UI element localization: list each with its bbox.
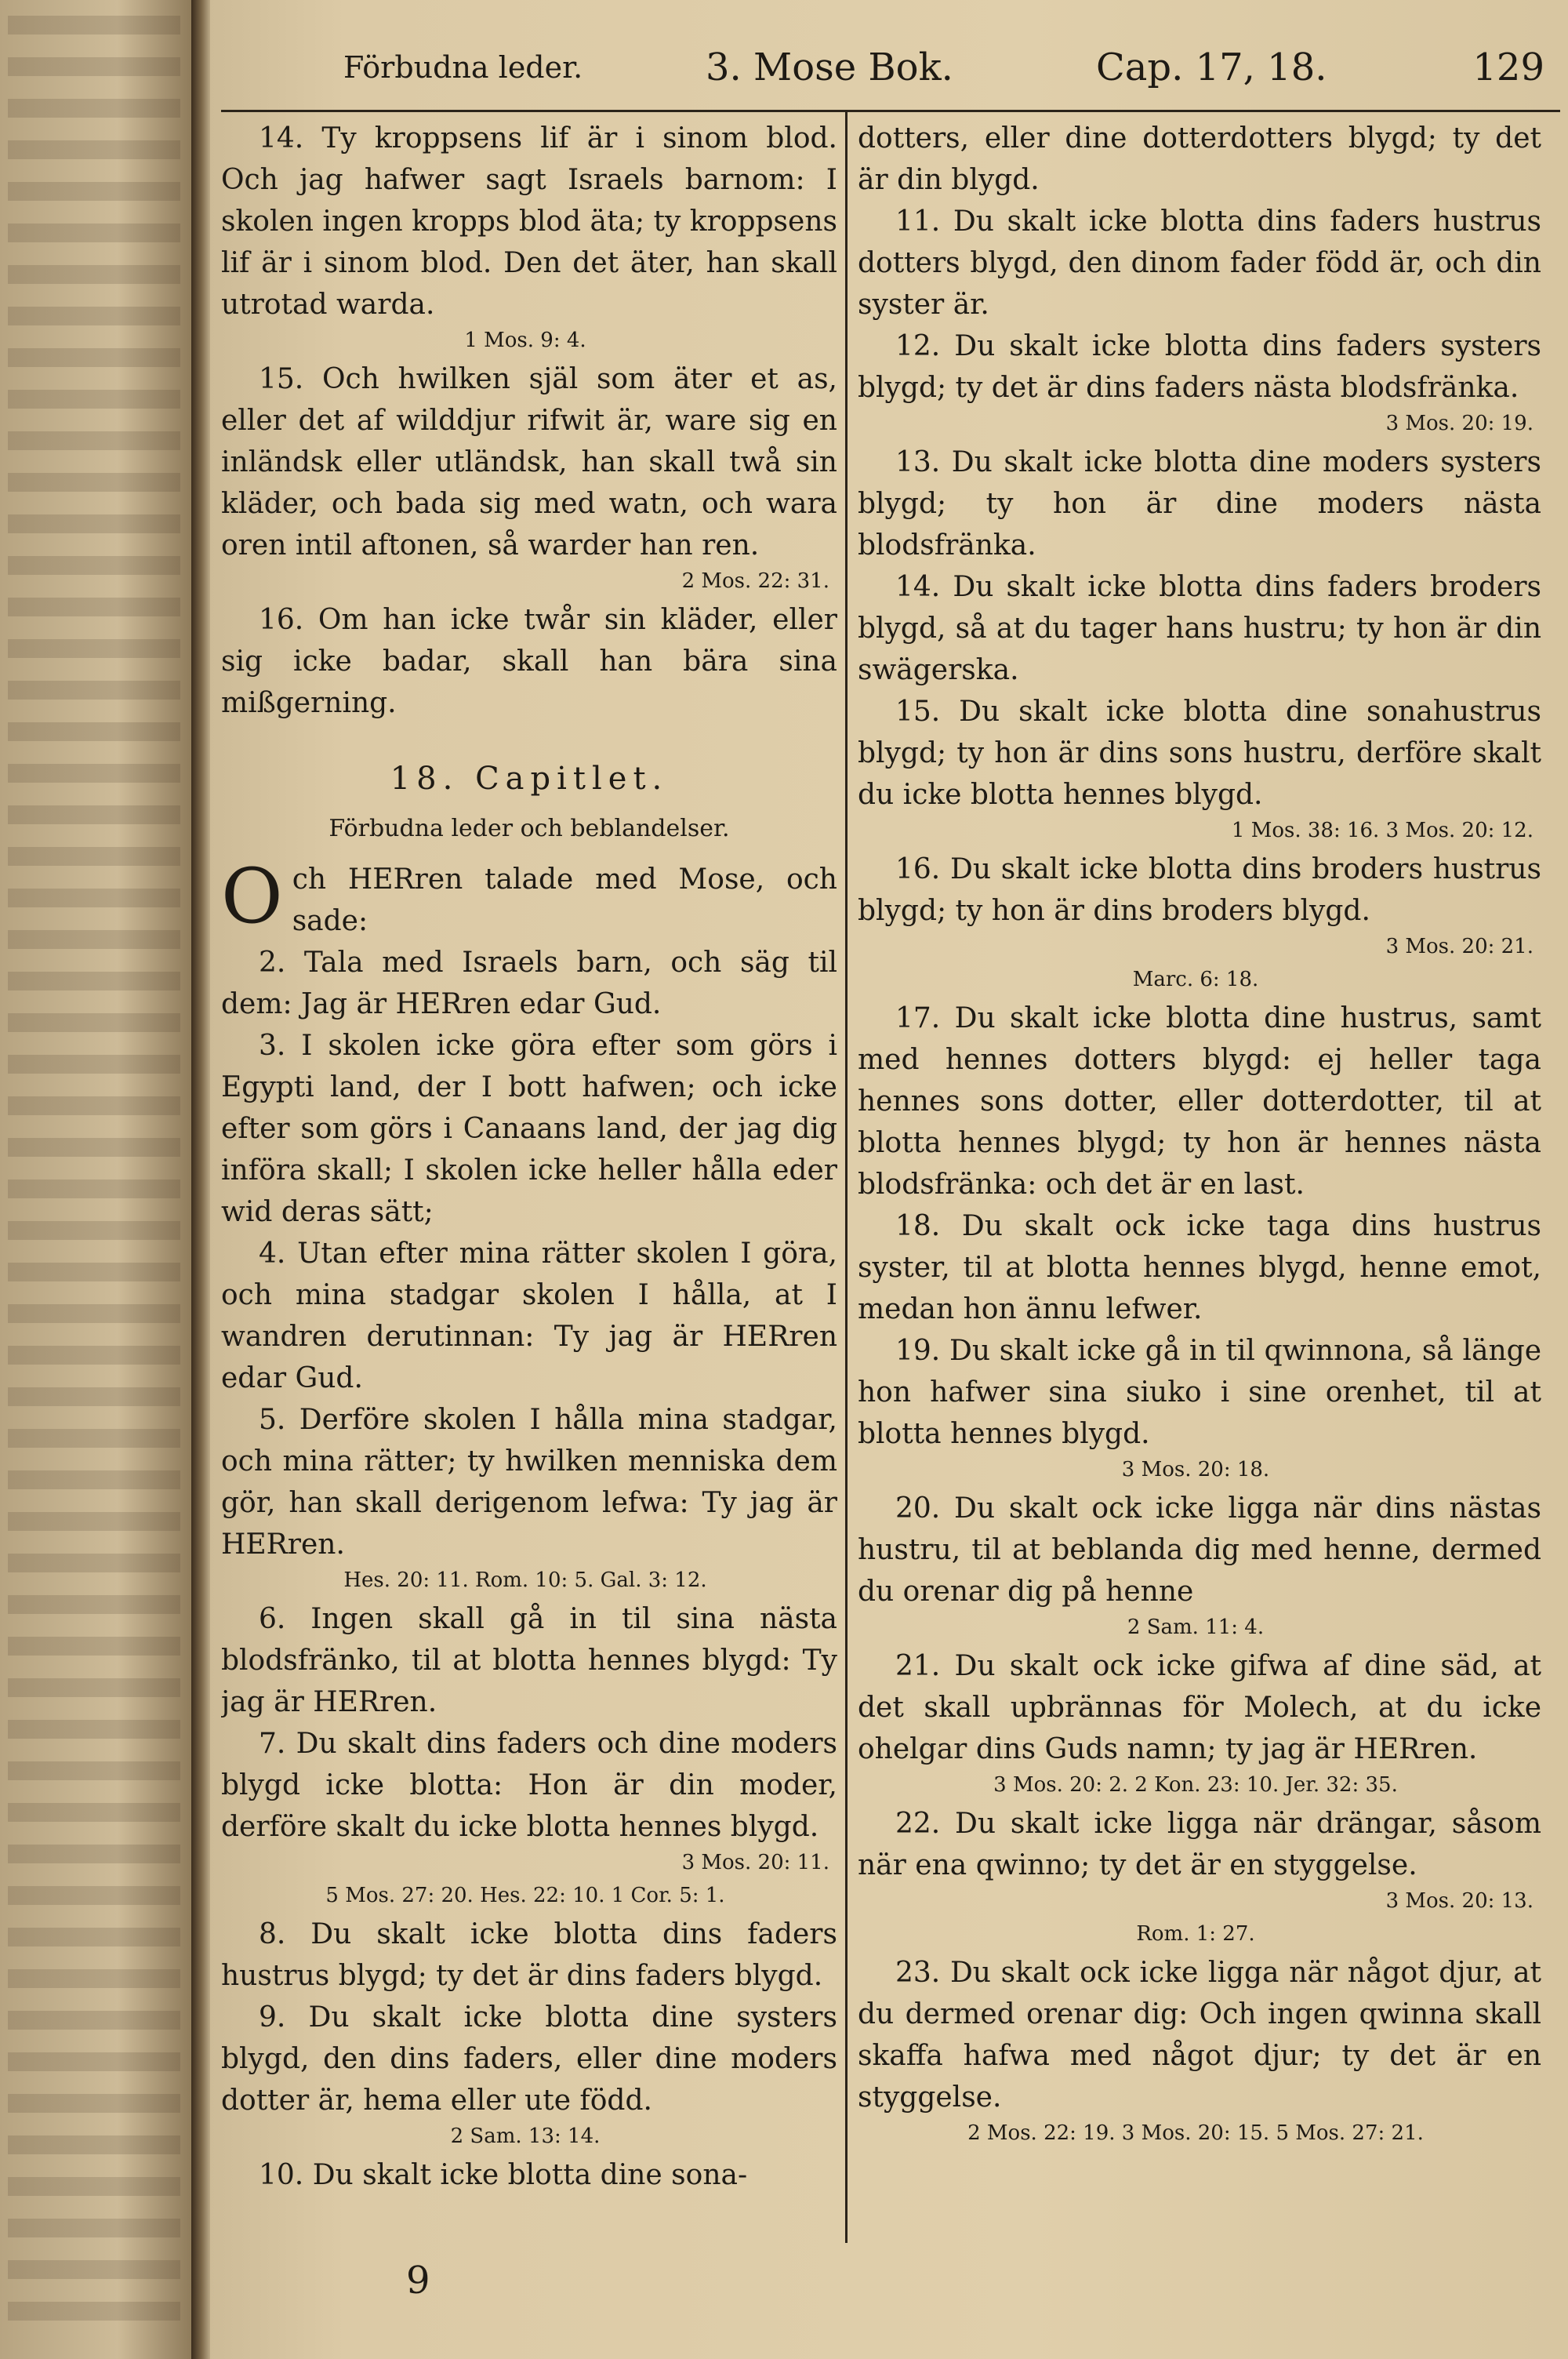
- cross-reference: 3 Mos. 20: 18.: [1121, 1458, 1270, 1481]
- verse-18-1-text: ch HERren talade med Mose, och sade:: [292, 863, 837, 937]
- facing-page-text-fragment: [8, 16, 180, 2337]
- cross-reference: 3 Mos. 20: 19.: [1385, 412, 1534, 435]
- cross-reference: 1 Mos. 38: 16. 3 Mos. 20: 12.: [1231, 819, 1534, 842]
- column-divider: [845, 110, 848, 2243]
- chapter-summary: Förbudna leder och beblandelser.: [328, 815, 730, 842]
- page-number: 129: [1472, 45, 1544, 89]
- verse-17-16: 16. Om han icke twår sin kläder, eller sig icke badar, skall han bära sina mißgerning.: [221, 604, 837, 719]
- chapter-reference: Cap. 17, 18.: [1096, 45, 1327, 89]
- verse-18-7: 7. Du skalt dins faders och dine moders blygd icke blotta: Hon är din moder, derföre skalt du icke blotta hennes blygd.: [221, 1728, 837, 1843]
- verse-17-15: 15. Och hwilken själ som äter et as, eller det af wilddjur rifwit är, ware sig en inländsk eller utländsk, han skall twå sin kläder, och bada sig med watn, och wara oren intil aftonen, så warder han ren.: [221, 363, 837, 562]
- running-title: Förbudna leder.: [343, 50, 583, 85]
- verse-18-5: 5. Derföre skolen I hålla mina stadgar, och mina rätter; ty hwilken menniska dem gör, han skall derigenom lefwa: Ty jag är HERren.: [221, 1404, 837, 1561]
- cross-reference: 3 Mos. 20: 21.: [1385, 935, 1534, 958]
- main-page: [210, 0, 1568, 2359]
- verse-18-15: 15. Du skalt icke blotta dine sonahustrus blygd; ty hon är dins sons hustru, derföre skalt du icke blotta hennes blygd.: [858, 696, 1541, 811]
- cross-reference: 2 Sam. 11: 4.: [1127, 1616, 1265, 1639]
- verse-18-13: 13. Du skalt icke blotta dine moders systers blygd; ty hon är dine moders nästa blodsfränka.: [858, 446, 1541, 562]
- verse-18-9: 9. Du skalt icke blotta dine systers blygd, den dins faders, eller dine moders dotter är, hema eller ute född.: [221, 2001, 837, 2117]
- page-header: [210, 45, 1568, 100]
- verse-18-8: 8. Du skalt icke blotta dins faders hustrus blygd; ty det är dins faders blygd.: [221, 1918, 837, 1992]
- verse-18-16: 16. Du skalt icke blotta dins broders hustrus blygd; ty hon är dins broders blygd.: [858, 853, 1541, 927]
- cross-reference: 3 Mos. 20: 2. 2 Kon. 23: 10. Jer. 32: 35.: [993, 1773, 1398, 1797]
- cross-reference: 5 Mos. 27: 20. Hes. 22: 10. 1 Cor. 5: 1.: [325, 1884, 725, 1907]
- verse-18-17: 17. Du skalt icke blotta dine hustrus, samt med hennes dotters blygd: ej heller taga hennes sons dotter, eller dotterdotter, til at blotta hennes blygd; ty hon är hennes nästa blodsfränka: och det är en last.: [858, 1002, 1541, 1201]
- verse-18-11: 11. Du skalt icke blotta dins faders hustrus dotters blygd, den dinom fader född är, och din syster är.: [858, 205, 1541, 321]
- printer-signature-mark: 9: [406, 2259, 430, 2303]
- verse-18-12: 12. Du skalt icke blotta dins faders systers blygd; ty det är dins faders nästa blodsfränka.: [858, 330, 1541, 404]
- cross-reference: Rom. 1: 27.: [1136, 1922, 1255, 1946]
- left-column: [221, 118, 837, 2251]
- verse-18-21: 21. Du skalt ock icke gifwa af dine säd, at det skall upbrännas för Molech, at du icke ohelgar dins Guds namn; ty jag är HERren.: [858, 1650, 1541, 1765]
- cross-reference: 1 Mos. 9: 4.: [464, 329, 586, 352]
- verse-18-4: 4. Utan efter mina rätter skolen I göra, och mina stadgar skolen I hålla, at I wandren derutinnan: Ty jag är HERren edar Gud.: [221, 1238, 837, 1394]
- verse-18-3: 3. I skolen icke göra efter som görs i Egypti land, der I bott hafwen; och icke efter som görs i Canaans land, der jag dig införa skall; I skolen icke heller hålla eder wid deras sätt;: [221, 1030, 837, 1228]
- book-gutter: [191, 0, 212, 2359]
- verse-18-18: 18. Du skalt ock icke taga dins hustrus syster, til at blotta hennes blygd, henne emot, medan hon ännu lefwer.: [858, 1210, 1541, 1325]
- cross-reference: 3 Mos. 20: 11.: [681, 1851, 829, 1874]
- verse-18-2: 2. Tala med Israels barn, och säg til dem: Jag är HERren edar Gud.: [221, 947, 837, 1020]
- cross-reference: 2 Mos. 22: 31.: [681, 569, 829, 593]
- cross-reference: 2 Sam. 13: 14.: [450, 2125, 601, 2148]
- verse-18-19: 19. Du skalt icke gå in til qwinnona, så länge hon hafwer sina siuko i sine orenhet, til at blotta hennes blygd.: [858, 1335, 1541, 1450]
- verse-18-1: [221, 852, 837, 942]
- verse-18-6: 6. Ingen skall gå in til sina nästa blodsfränko, til at blotta hennes blygd: Ty jag är HERren.: [221, 1603, 837, 1718]
- chapter-heading: 18. Capitlet.: [390, 761, 669, 797]
- book-title: 3. Mose Bok.: [706, 45, 953, 89]
- cross-reference: Marc. 6: 18.: [1132, 968, 1259, 991]
- verse-18-22: 22. Du skalt icke ligga när drängar, såsom när ena qwinno; ty det är en styggelse.: [858, 1808, 1541, 1881]
- verse-18-14: 14. Du skalt icke blotta dins faders broders blygd, så at du tager hans hustru; ty hon är din swägerska.: [858, 571, 1541, 686]
- verse-18-23: 23. Du skalt ock icke ligga när något djur, at du dermed orenar dig: Och ingen qwinna skall skaffa hafwa med något djur; ty det är en styggelse.: [858, 1957, 1541, 2114]
- cross-reference: 3 Mos. 20: 13.: [1385, 1889, 1534, 1913]
- cross-reference: Hes. 20: 11. Rom. 10: 5. Gal. 3: 12.: [343, 1568, 707, 1592]
- verse-18-10-continued: dotters, eller dine dotterdotters blygd; ty det är din blygd.: [858, 122, 1541, 196]
- verse-18-20: 20. Du skalt ock icke ligga när dins nästas hustru, til at beblanda dig med henne, dermed du orenar dig på henne: [858, 1492, 1541, 1608]
- right-column: [858, 118, 1541, 2251]
- verse-18-10: 10. Du skalt icke blotta dine sona-: [259, 2159, 748, 2191]
- verse-17-14: 14. Ty kroppsens lif är i sinom blod. Och jag hafwer sagt Israels barnom: I skolen ingen kropps blod äta; ty kroppsens lif är i sinom blod. Den det äter, han skall utrotad warda.: [221, 122, 837, 321]
- facing-page-edge: [0, 0, 196, 2359]
- header-rule: [221, 110, 1560, 112]
- cross-reference: 2 Mos. 22: 19. 3 Mos. 20: 15. 5 Mos. 27: 21.: [967, 2121, 1424, 2145]
- drop-cap: O: [221, 852, 283, 940]
